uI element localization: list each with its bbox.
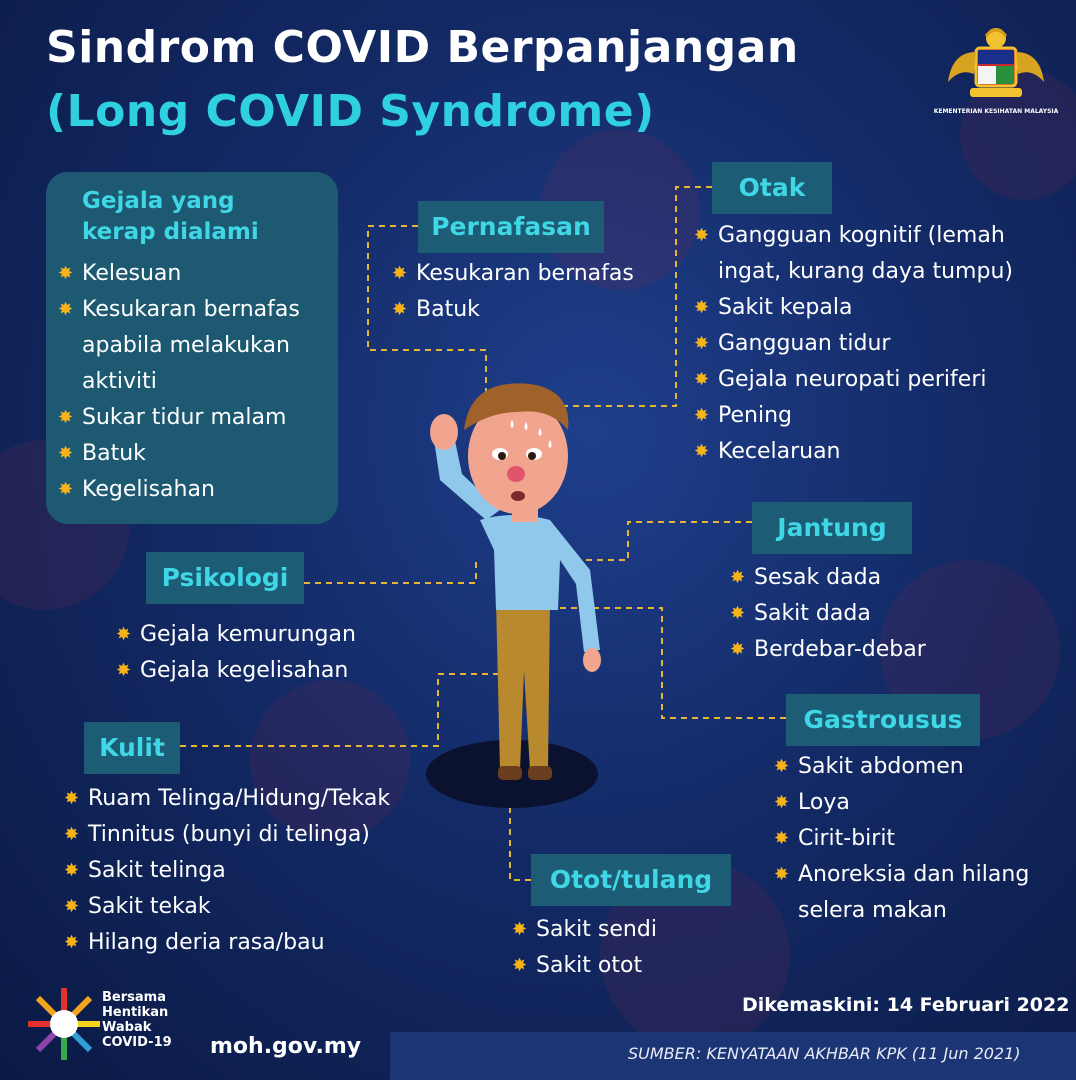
- list-item: ✸ Sesak dada: [730, 560, 1020, 596]
- list-item: ✸ Batuk: [58, 436, 330, 472]
- bullet-icon: ✸: [58, 443, 74, 464]
- list-item: ✸ Pening: [694, 398, 1064, 434]
- source-citation: SUMBER: KENYATAAN AKHBAR KPK (11 Jun 2021): [628, 1044, 1021, 1063]
- list-item: ✸ Gejala kegelisahan: [116, 653, 406, 689]
- bullet-icon: ✸: [774, 828, 790, 849]
- list-item: ✸ Sakit dada: [730, 596, 1020, 632]
- bullet-icon: ✸: [58, 407, 74, 428]
- bullet-icon: ✸: [512, 955, 528, 976]
- bullet-icon: ✸: [774, 756, 790, 777]
- list-item: ✸ Sakit abdomen: [774, 749, 1064, 785]
- campaign-line: Wabak: [102, 1020, 152, 1035]
- page-title: Sindrom COVID Berpanjangan: [46, 22, 799, 73]
- bullet-icon: ✸: [694, 405, 710, 426]
- list-item: ✸ Gejala kemurungan: [116, 617, 406, 653]
- updated-date: Dikemaskini: 14 Februari 2022: [742, 994, 1070, 1016]
- kulit-heading: Kulit: [84, 722, 180, 774]
- list-item: ✸ Kesukaran bernafas: [392, 256, 672, 292]
- bullet-icon: ✸: [730, 603, 746, 624]
- campaign-line: COVID-19: [102, 1035, 172, 1050]
- list-item: ✸ Batuk: [392, 292, 672, 328]
- list-item: ✸ Gangguan kognitif (lemah ingat, kurang daya tumpu): [694, 218, 1064, 290]
- bullet-icon: ✸: [392, 263, 408, 284]
- list-item: ✸ Kesukaran bernafas apabila melakukan aktiviti: [58, 292, 330, 400]
- bullet-icon: ✸: [694, 297, 710, 318]
- bullet-icon: ✸: [774, 864, 790, 885]
- list-item: ✸ Berdebar-debar: [730, 632, 1020, 668]
- list-item: ✸ Anoreksia dan hilang selera makan: [774, 857, 1064, 929]
- common-symptoms-heading: Gejala yang kerap dialami: [82, 188, 259, 245]
- bullet-icon: ✸: [64, 932, 80, 953]
- campaign-logo: [24, 984, 199, 1064]
- sick-man-illustration: [400, 370, 640, 810]
- bullet-icon: ✸: [58, 263, 74, 284]
- bullet-icon: ✸: [694, 369, 710, 390]
- bullet-icon: ✸: [116, 660, 132, 681]
- bullet-icon: ✸: [58, 299, 74, 320]
- bullet-icon: ✸: [392, 299, 408, 320]
- website-link[interactable]: moh.gov.my: [210, 1034, 362, 1059]
- list-item: ✸ Sakit telinga: [64, 853, 444, 889]
- psikologi-heading: Psikologi: [146, 552, 304, 604]
- bullet-icon: ✸: [58, 479, 74, 500]
- list-item: ✸ Cirit-birit: [774, 821, 1064, 857]
- list-item: ✸ Gangguan tidur: [694, 326, 1064, 362]
- ministry-name: KEMENTERIAN KESIHATAN MALAYSIA: [933, 108, 1059, 115]
- pernafasan-heading: Pernafasan: [418, 201, 604, 253]
- list-item: ✸ Sakit otot: [512, 948, 762, 984]
- list-item: ✸ Ruam Telinga/Hidung/Tekak: [64, 781, 444, 817]
- list-item: ✸ Sakit kepala: [694, 290, 1064, 326]
- bullet-icon: ✸: [694, 225, 710, 246]
- bullet-icon: ✸: [694, 333, 710, 354]
- bullet-icon: ✸: [694, 441, 710, 462]
- bullet-icon: ✸: [774, 792, 790, 813]
- list-item: ✸ Sakit sendi: [512, 912, 762, 948]
- list-item: ✸ Sukar tidur malam: [58, 400, 330, 436]
- otot-tulang-heading: Otot/tulang: [531, 854, 731, 906]
- campaign-line: Bersama: [102, 990, 166, 1005]
- list-item: ✸ Loya: [774, 785, 1064, 821]
- sunburst-icon: [24, 984, 104, 1064]
- list-item: ✸ Kelesuan: [58, 256, 330, 292]
- gastrousus-heading: Gastrousus: [786, 694, 980, 746]
- list-item: ✸ Sakit tekak: [64, 889, 444, 925]
- list-item: ✸ Tinnitus (bunyi di telinga): [64, 817, 444, 853]
- list-item: ✸ Kecelaruan: [694, 434, 1064, 470]
- bullet-icon: ✸: [64, 824, 80, 845]
- bullet-icon: ✸: [730, 639, 746, 660]
- otak-heading: Otak: [712, 162, 832, 214]
- page-subtitle: (Long COVID Syndrome): [46, 86, 655, 137]
- bullet-icon: ✸: [64, 896, 80, 917]
- bullet-icon: ✸: [64, 788, 80, 809]
- list-item: ✸ Kegelisahan: [58, 472, 330, 508]
- list-item: ✸ Gejala neuropati periferi: [694, 362, 1064, 398]
- bullet-icon: ✸: [730, 567, 746, 588]
- bullet-icon: ✸: [512, 919, 528, 940]
- bullet-icon: ✸: [64, 860, 80, 881]
- list-item: ✸ Hilang deria rasa/bau: [64, 925, 444, 961]
- bullet-icon: ✸: [116, 624, 132, 645]
- jantung-heading: Jantung: [752, 502, 912, 554]
- campaign-line: Hentikan: [102, 1005, 169, 1020]
- red-nose: [507, 466, 525, 482]
